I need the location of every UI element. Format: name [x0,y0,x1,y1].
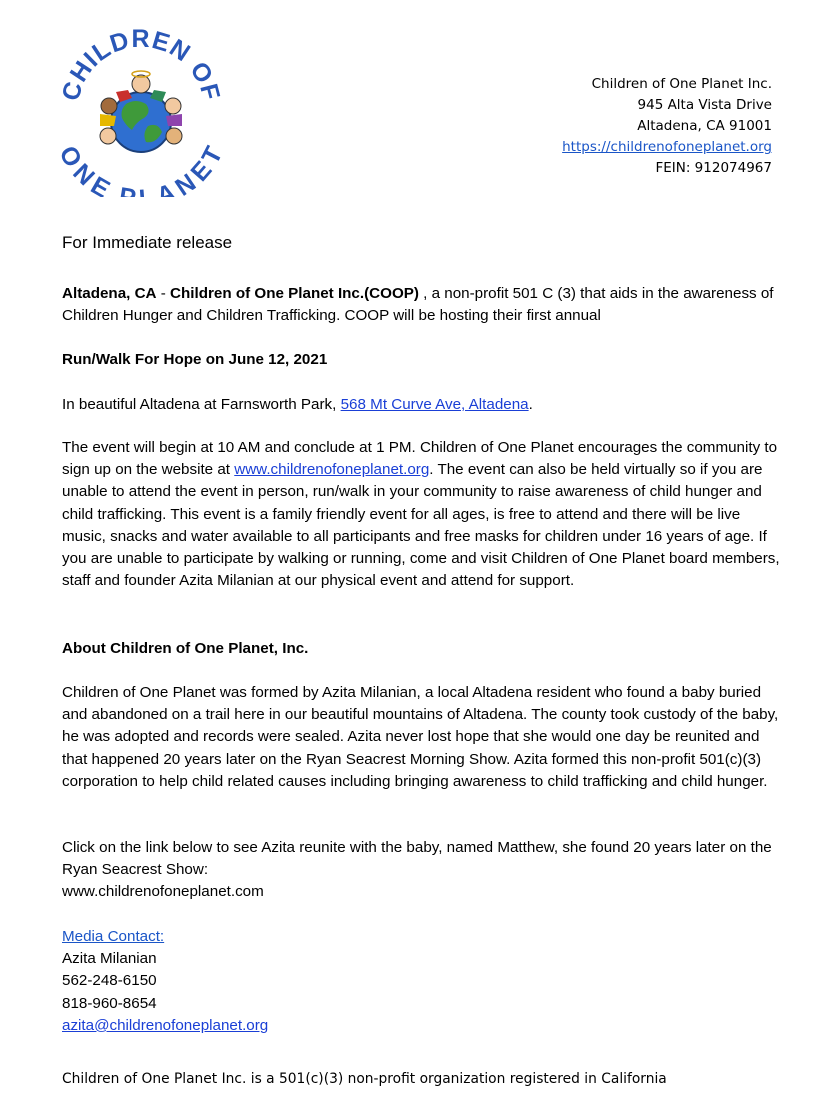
organization-address [562,74,772,179]
event-title: Run/Walk For Hope on June 12, 2021 [62,351,328,368]
link-intro-paragraph [62,837,782,904]
intro-text: , a non-profit 501 C (3) that aids in the awareness of Children Hunger and Children Trafficking. COOP will be hosting their first annual [62,285,774,325]
details-text-2: . The event can also be held virtually so if you are unable to attend the event in person, run/walk in your community to raise awareness of child hunger and child trafficking. This event is a family friendly event for all ages, is free to attend and there will be live music, snacks and water available to all participants and free masks for children under 16 years of age. If you are unable to participate by walking or running, come and visit Children of One Planet board members, staff and founder Azita Milanian at our physical event and attend for support. [62,461,780,590]
details-text-1: The event will begin at 10 AM and conclude at 1 PM. Children of One Planet encourages the community to sign up on the website at [62,439,778,479]
intro-org: Children of One Planet Inc.(COOP) [170,285,419,302]
details-paragraph [62,437,782,592]
contact-phone-2: 818-960-8654 [62,994,157,1012]
footer-note: Children of One Planet Inc. is a 501(c)(3) non-profit organization registered in California [62,1071,667,1087]
logo-top-text: CHILDREN OF [56,24,226,104]
location-link[interactable]: 568 Mt Curve Ave, Altadena [340,396,529,413]
media-contact-label[interactable]: Media Contact: [62,928,165,945]
org-fein: FEIN: 912074967 [655,160,772,176]
intro-paragraph [62,283,782,327]
org-website-link[interactable]: https://childrenofoneplanet.org [562,139,772,155]
location-prefix: In beautiful Altadena at Farnsworth Park, [62,396,341,413]
details-website-link[interactable]: www.childrenofoneplanet.org [234,461,430,479]
about-heading: About Children of One Planet, Inc. [62,640,309,657]
contact-name: Azita Milanian [62,950,157,968]
children-of-one-planet-logo [56,22,226,197]
contact-phone-1: 562-248-6150 [62,972,157,990]
org-address-line2: Altadena, CA 91001 [637,118,772,134]
location-suffix: . [528,396,533,413]
logo-bottom-text: ONE ANET [56,141,226,197]
about-body: Children of One Planet was formed by Azita Milanian, a local Altadena resident who found a baby buried and abandoned on a trail here in our beautiful mountains of Altadena. The county took custody of the baby, he was adopted and records were sealed. Azita never lost hope that she would one day be reunited and that happened 20 years later on the Ryan Seacrest Morning Show. Azita formed this non-profit 501(c)(3) corporation to help child related causes including bringing awareness to child trafficking and child hunger. [62,684,779,790]
org-address-line1: 945 Alta Vista Drive [637,97,772,113]
logo-graphic [56,22,226,197]
intro-dash: - [156,285,171,302]
release-heading: For Immediate release [62,233,233,252]
media-contact [62,926,782,1037]
contact-email-link[interactable]: azita@childrenofoneplanet.org [62,1016,269,1034]
location-paragraph [62,394,782,416]
link-intro-text: Click on the link below to see Azita reunite with the baby, named Matthew, she found 20 years later on the Ryan Seacrest Show: [62,839,772,879]
link-url[interactable]: www.childrenofoneplanet.com [62,883,264,901]
intro-location: Altadena, CA [62,285,157,302]
org-name: Children of One Planet Inc. [591,76,772,92]
